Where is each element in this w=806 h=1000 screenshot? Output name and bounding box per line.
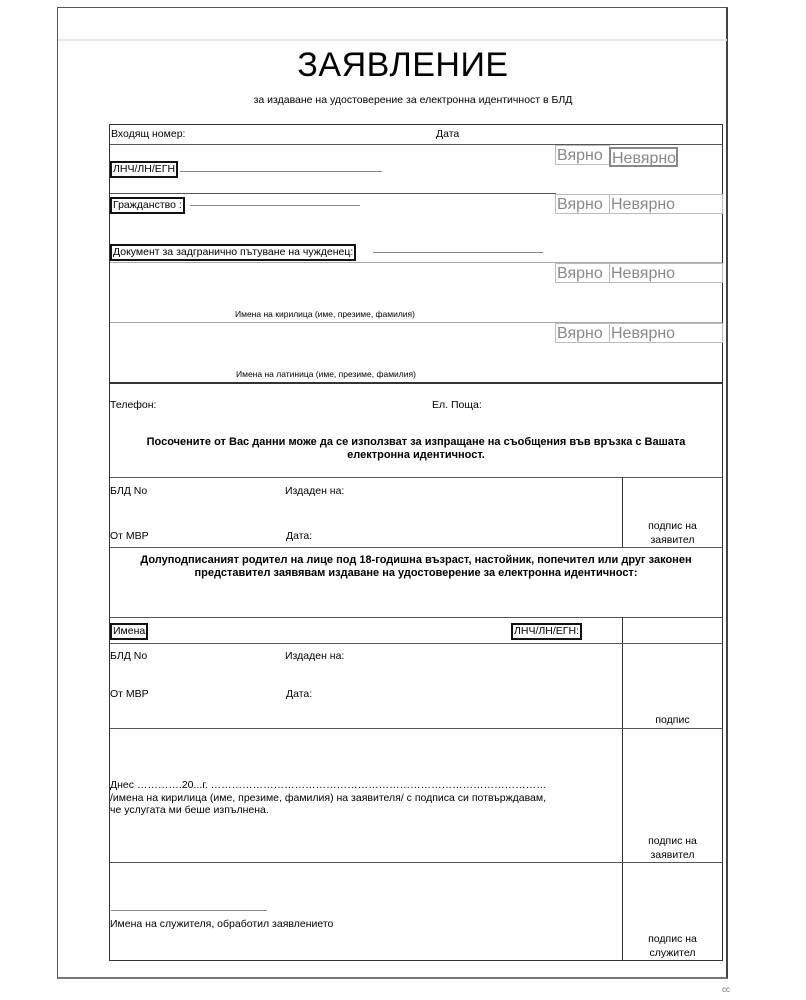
service-confirmation: [110, 779, 615, 817]
id-true-checkbox[interactable]: Вярно: [555, 145, 610, 165]
cyrillic-false-checkbox[interactable]: Невярно: [609, 323, 723, 343]
header-separator: [58, 39, 727, 41]
citizenship-false-checkbox[interactable]: Невярно: [609, 194, 723, 214]
employee-name-input[interactable]: [111, 910, 267, 911]
id-number-input[interactable]: [180, 171, 382, 172]
bld-no-label: БЛД No: [110, 485, 148, 497]
divider: [110, 547, 722, 548]
divider: [110, 193, 556, 194]
confirmation-line3: че услугата ми беше изпълнена.: [110, 804, 269, 816]
incoming-number-label: Входящ номер:: [111, 128, 186, 140]
guardian-signature-caption: подпис: [655, 714, 690, 726]
confirmation-line2: /имена на кирилица (име, презиме, фамилия) на заявителя/ с подписа си потвърждавам,: [110, 791, 547, 804]
applicant-signature-caption: [623, 519, 722, 547]
guardian-issuer-label: От МВР: [110, 688, 149, 700]
issuer-label: От МВР: [110, 530, 149, 542]
guardian-names-label: Имена: [110, 623, 148, 640]
divider: [622, 617, 623, 961]
signature-caption-line2: служител: [649, 947, 696, 959]
confirmation-signature-caption: [623, 834, 722, 862]
citizenship-input[interactable]: [190, 205, 360, 206]
application-form: [109, 124, 723, 961]
corner-mark: cc: [722, 985, 730, 994]
citizenship-true-checkbox[interactable]: Вярно: [555, 194, 610, 214]
divider: [110, 144, 722, 145]
divider: [110, 477, 722, 478]
email-label: Ел. Поща:: [432, 399, 482, 411]
travel-doc-false-checkbox[interactable]: Невярно: [609, 263, 723, 283]
cyrillic-true-checkbox[interactable]: Вярно: [555, 323, 610, 343]
employee-caption: Имена на служителя, обработил заявлението: [110, 918, 334, 930]
divider: [110, 617, 722, 618]
employee-signature-caption: [623, 932, 722, 960]
signature-caption-line1: подпис на: [648, 520, 697, 532]
data-usage-notice: Посочените от Вас данни може да се използват за изпращане на съобщения във връзка с Вашата електронна идентичност.: [146, 436, 686, 461]
document-date-label: Дата:: [286, 530, 313, 542]
signature-caption-line2: заявител: [650, 849, 695, 861]
phone-label: Телефон:: [110, 399, 157, 411]
registration-date-label: Дата: [436, 128, 460, 140]
guardian-id-number-label: ЛНЧ/ЛН/ЕГН:: [511, 623, 582, 640]
signature-caption-line2: заявител: [650, 534, 695, 546]
signature-caption-line1: подпис на: [648, 835, 697, 847]
issued-on-label: Издаден на:: [285, 485, 345, 497]
signature-caption-line1: подпис на: [648, 933, 697, 945]
divider: [110, 643, 722, 644]
divider: [110, 382, 722, 384]
divider: [110, 728, 722, 729]
guardian-date-label: Дата:: [286, 688, 313, 700]
names-cyrillic-caption: Имена на кирилица (име, презиме, фамилия): [235, 309, 415, 319]
document-title: ЗАЯВЛЕНИЕ: [297, 46, 509, 84]
citizenship-label: Гражданство :: [110, 197, 185, 214]
guardian-declaration: Долуподписаният родител на лице под 18-годишна възраст, настойник, попечител или друг законен представител заявявам издаване на удостоверение за електронна идентичност:: [140, 554, 692, 579]
guardian-issued-on-label: Издаден на:: [285, 650, 345, 662]
names-latin-caption: Имена на латиница (име, презиме, фамилия): [236, 369, 416, 379]
document-subtitle: за издаване на удостоверение за електронна идентичност в БЛД: [253, 94, 573, 106]
guardian-bld-no-label: БЛД No: [110, 650, 148, 662]
id-number-label: ЛНЧ/ЛН/ЕГН: [110, 161, 178, 178]
travel-document-input[interactable]: [373, 252, 543, 253]
travel-document-label: Документ за задгранично пътуване на чужденец:: [110, 244, 356, 261]
id-false-checkbox[interactable]: Невярно: [609, 147, 678, 167]
confirmation-line1: Днес ………….20...г. ……………………………………………………………………………………: [110, 779, 547, 791]
divider: [110, 862, 722, 863]
travel-doc-true-checkbox[interactable]: Вярно: [555, 263, 610, 283]
